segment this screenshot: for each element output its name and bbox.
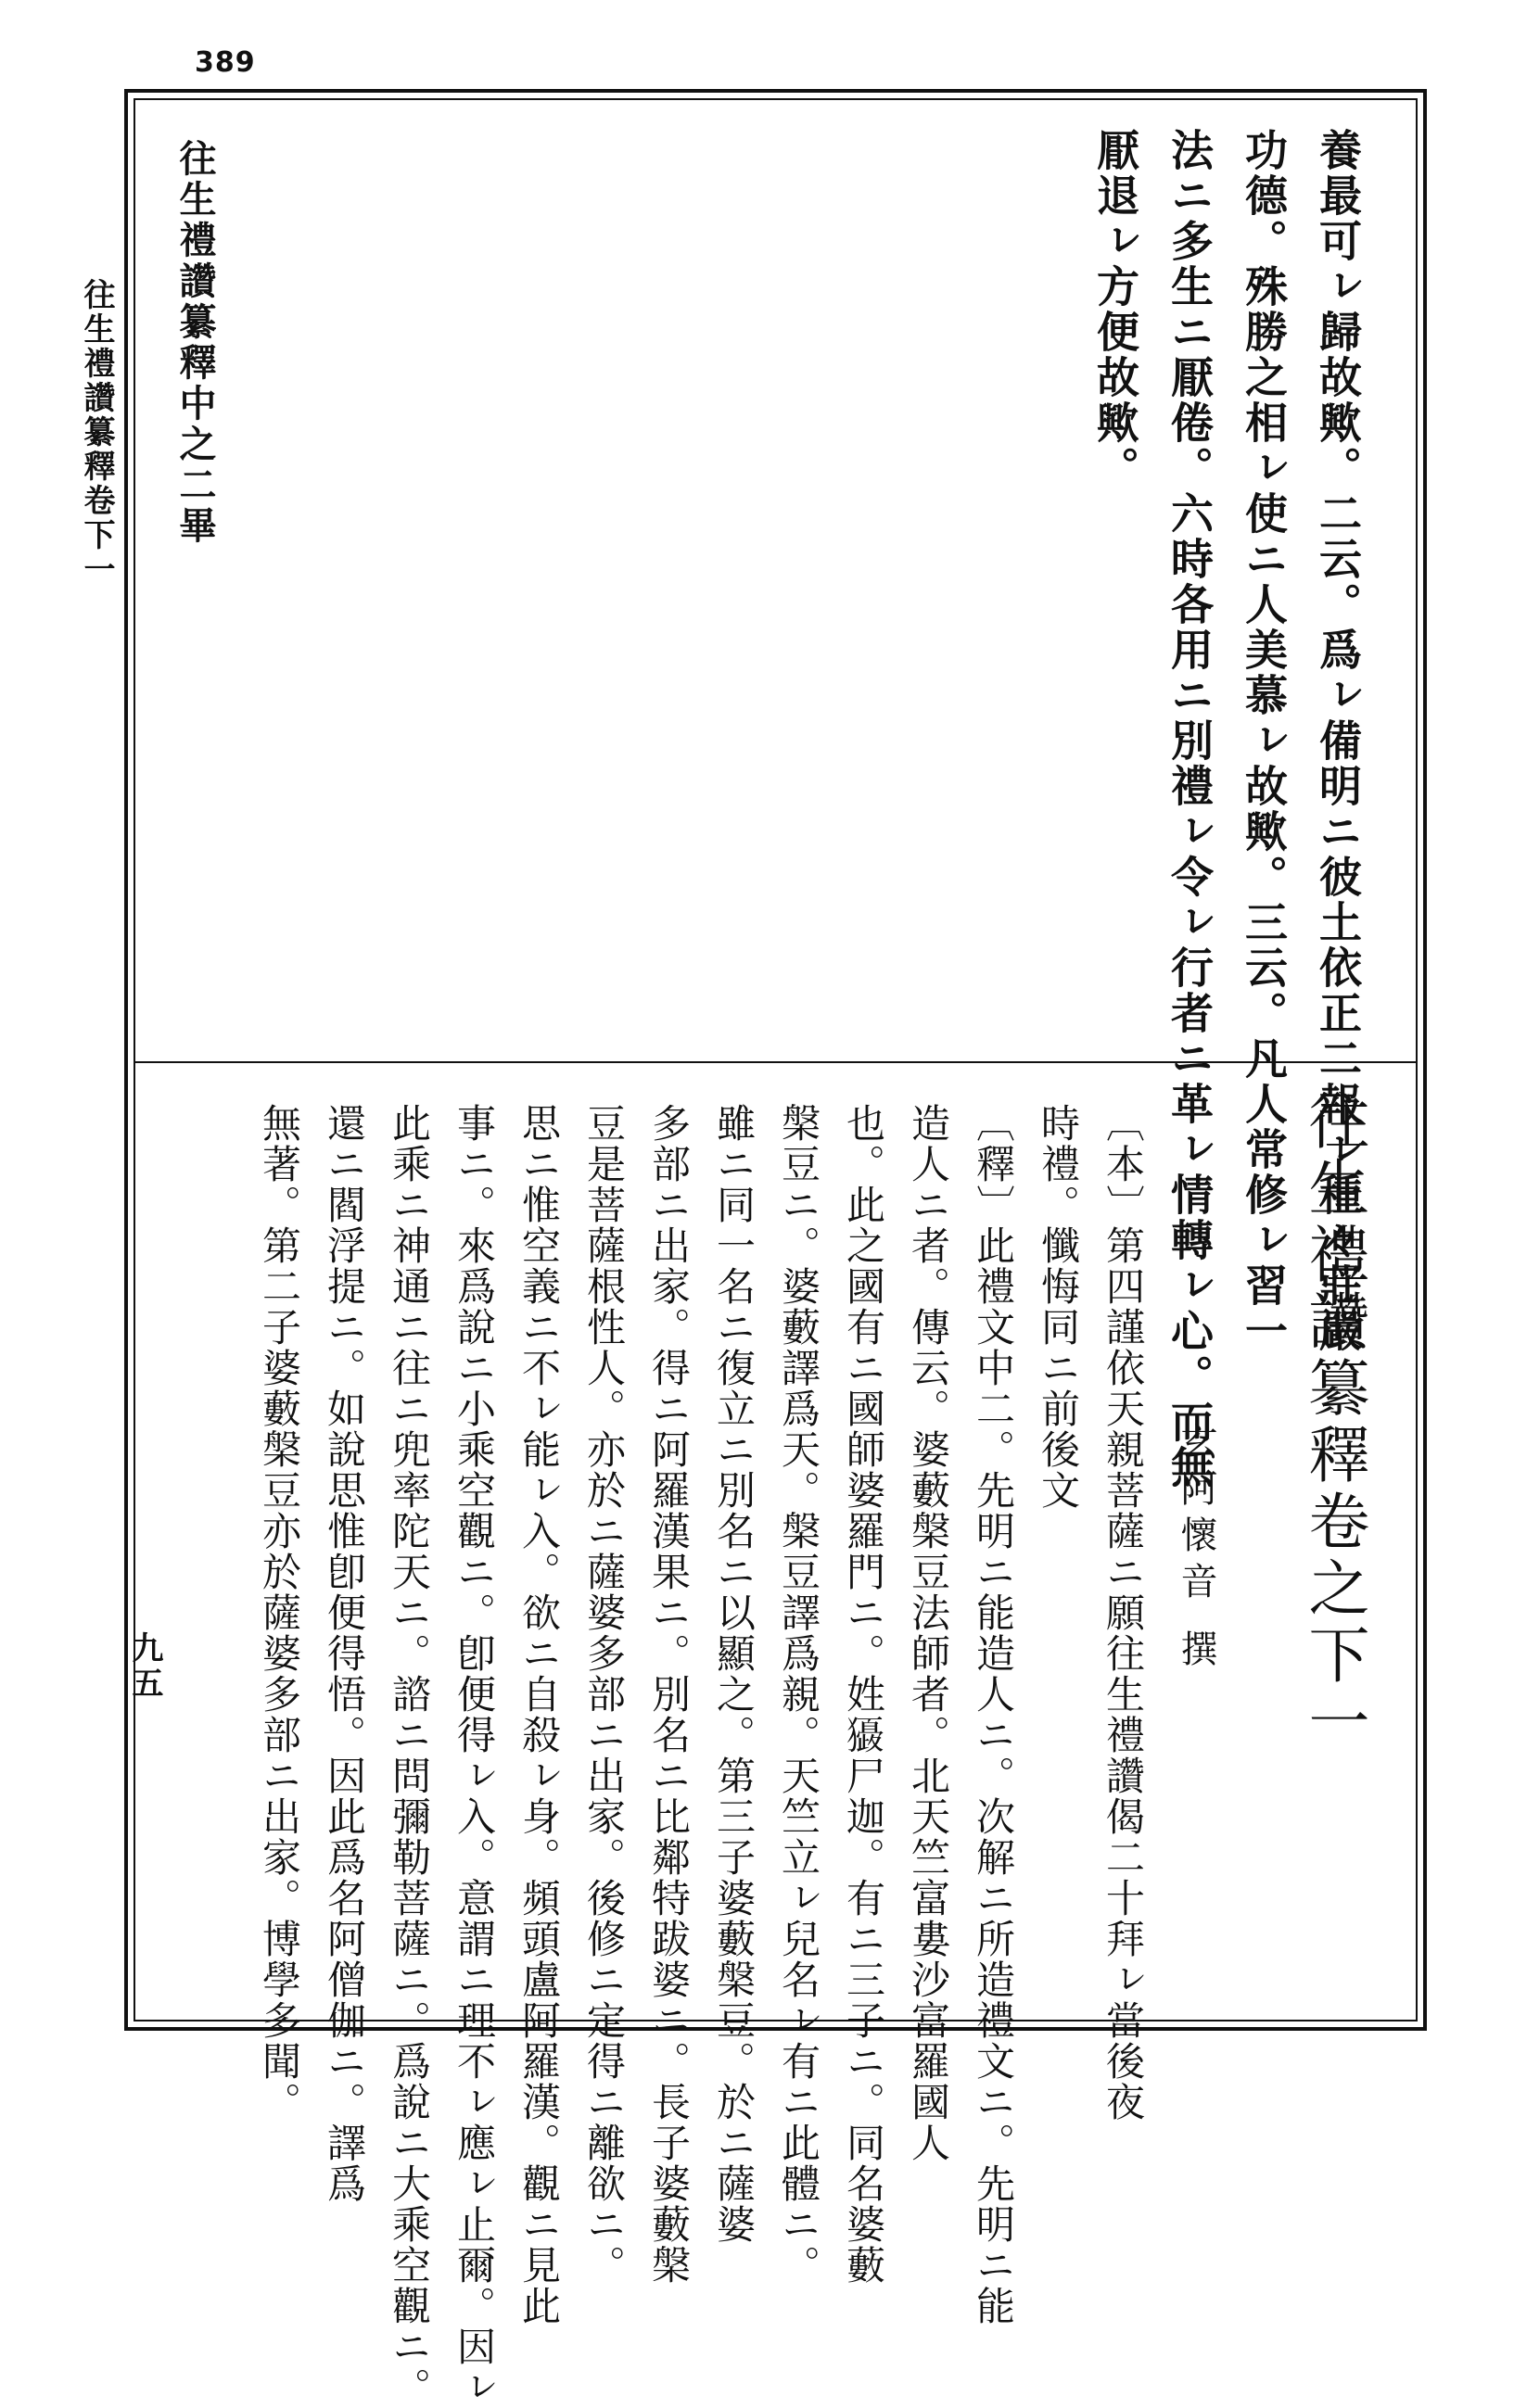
body-text-column: 時禮。懺悔同ニ前後文	[1036, 1103, 1081, 1511]
body-text-column: 無著。第二子婆藪槃豆亦於薩婆多部ニ出家。博學多聞。	[257, 1103, 302, 2123]
page-number: 389	[195, 46, 256, 79]
body-text-column: 雖ニ同一名ニ復立ニ別名ニ以顯之。第三子婆藪槃豆。於ニ薩婆	[711, 1103, 757, 2245]
section-end-note: 往生禮讚纂釋中之二畢	[173, 139, 217, 547]
side-page-number: 九五	[126, 1631, 163, 1702]
chapter-title: 往生禮讚纂釋卷之下一	[1298, 1089, 1369, 1756]
body-text-column: 也。此之國有ニ國師婆羅門ニ。姓𤣙尸迦。有ニ三子ニ。同名婆藪	[841, 1103, 886, 2286]
body-text-column: 此乘ニ神通ニ往ニ兜率陀天ニ。諮ニ問彌勒菩薩ニ。爲說ニ大乘空觀ニ。	[387, 1103, 432, 2408]
body-text-column: 事ニ。來爲說ニ小乘空觀ニ。卽便得ㇾ入。意謂ニ理不ㇾ應ㇾ止爾。因ㇾ	[452, 1103, 497, 2408]
body-text-column: 還ニ閻浮提ニ。如說思惟卽便得悟。因此爲名阿僧伽ニ。譯爲	[322, 1103, 367, 2204]
body-text-column: 〔釋〕此禮文中二。先明ニ能造人ニ。次解ニ所造禮文ニ。先明ニ能	[971, 1103, 1016, 2326]
body-text-column: 槃豆ニ。婆藪譯爲天。槃豆譯爲親。天竺立ㇾ兒名ㇾ有ニ此體ニ。	[776, 1103, 821, 2286]
body-text-column: 思ニ惟空義ニ不ㇾ能ㇾ入。欲ニ自殺ㇾ身。頻頭盧阿羅漢。觀ニ見此	[516, 1103, 562, 2326]
upper-text-column: 法ニ多生ニ厭倦。六時各用ニ別禮ㇾ令ㇾ行者ニ革ㇾ情轉ㇾ心。而無	[1164, 128, 1215, 1490]
body-text-column: 豆是菩薩根性人。亦於ニ薩婆多部ニ出家。後修ニ定得ニ離欲ニ。	[581, 1103, 627, 2286]
upper-text-column: 功德。殊勝之相ㇾ使ニ人美慕ㇾ故歟。三云。凡人常修ㇾ習一	[1239, 128, 1289, 1354]
running-title: 往生禮讚纂釋卷下一	[78, 278, 115, 587]
body-text-column: 多部ニ出家。得ニ阿羅漢果ニ。別名ニ比鄰特跋婆ニ。長子婆藪槃	[646, 1103, 692, 2286]
upper-text-column: 養最可ㇾ歸故歟。二云。爲ㇾ備明ニ彼土依正二報ㇾ種々莊嚴	[1313, 128, 1363, 1354]
author-byline: 玄阿懷音 撰	[1175, 1423, 1217, 1676]
body-text-column: 造人ニ者。傳云。婆藪槃豆法師者。北天竺富婁沙富羅國人	[906, 1103, 951, 2163]
upper-text-column: 厭退ㇾ方便故歟。	[1090, 128, 1140, 491]
panel-divider	[134, 1061, 1418, 1063]
body-text-column: 〔本〕第四謹依天親菩薩ニ願往生禮讚偈二十拜ㇾ當後夜	[1101, 1103, 1146, 2123]
